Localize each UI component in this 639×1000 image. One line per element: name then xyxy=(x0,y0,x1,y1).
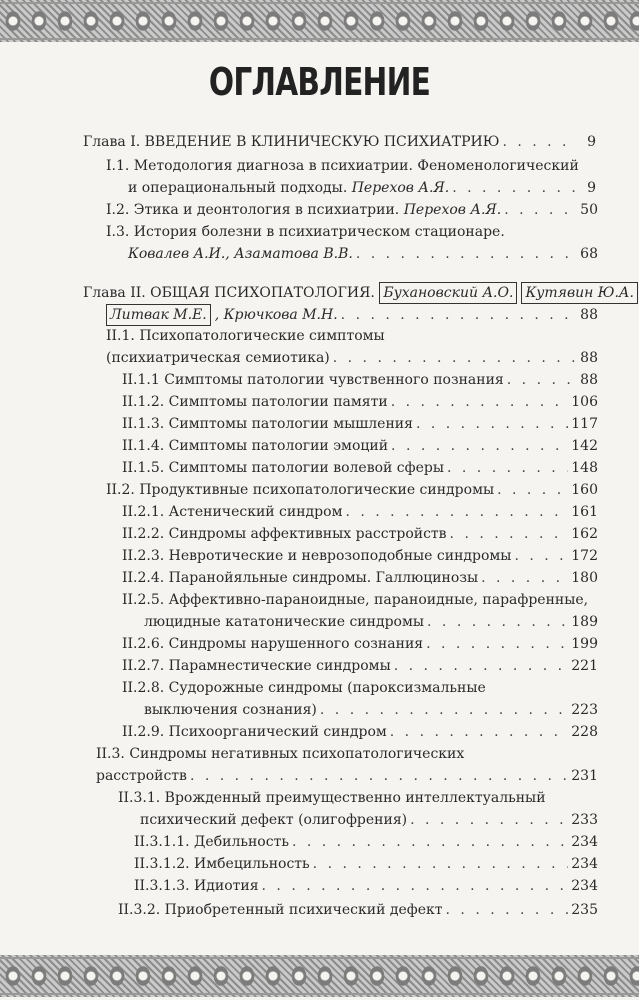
toc-entry-text: (психиатрическая семиотика) xyxy=(106,350,330,366)
toc-entry-text: I.3. История болезни в психиатрическом стационаре. xyxy=(106,224,505,240)
leader-dots xyxy=(514,546,568,566)
toc-entry-text: II.3.1.3. Идиотия xyxy=(134,878,259,894)
toc-entry-text: II.2.8. Судорожные синдромы (пароксизмальные xyxy=(122,680,486,696)
leader-dots xyxy=(507,370,577,390)
toc-entry-1-3-line2[interactable] xyxy=(128,244,598,264)
toc-entry-text: II.3.1.1. Дебильность xyxy=(134,834,289,850)
bottom-ornament-border xyxy=(0,955,639,997)
toc-page-number: 88 xyxy=(580,307,598,323)
author-box: Кутявин Ю.А. xyxy=(521,282,638,304)
toc-page-number: 231 xyxy=(571,768,598,784)
toc-entry[interactable] xyxy=(96,744,598,764)
toc-entry-text: II.2.1. Астенический синдром xyxy=(122,504,343,520)
toc-entry-text: II.1.1 Симптомы патологии чувственного познания xyxy=(122,372,504,388)
toc-entry[interactable] xyxy=(134,854,598,874)
toc-entry[interactable] xyxy=(122,524,598,544)
leader-dots xyxy=(391,392,569,412)
toc-page-number: 180 xyxy=(571,570,598,586)
toc-entry[interactable] xyxy=(122,656,598,676)
toc-entry-text: расстройств xyxy=(96,768,187,784)
leader-dots xyxy=(504,200,577,220)
toc-entry[interactable] xyxy=(96,766,598,786)
toc-entry-text: II.2.7. Парамнестические синдромы xyxy=(122,658,391,674)
toc-entry[interactable] xyxy=(122,546,598,566)
toc-entry-text: II.1.3. Симптомы патологии мышления xyxy=(122,416,413,432)
toc-entry-author: Ковалев А.И., Азаматова В.В. xyxy=(128,246,353,262)
toc-entry-author: Перехов А.Я. xyxy=(351,180,450,196)
toc-entry-text: Глава I. ВВЕДЕНИЕ В КЛИНИЧЕСКУЮ ПСИХИАТРИЮ xyxy=(83,134,500,150)
toc-entry[interactable] xyxy=(106,480,598,500)
author-box: Литвак М.Е. xyxy=(106,304,211,326)
toc-entry[interactable] xyxy=(118,788,598,808)
toc-page-number: 235 xyxy=(571,902,598,918)
toc-page-number: 199 xyxy=(571,636,598,652)
toc-entry[interactable] xyxy=(134,876,598,896)
toc-entry-author: , Крючкова М.Н. xyxy=(214,307,338,323)
toc-entry[interactable] xyxy=(122,502,598,522)
toc-entry[interactable] xyxy=(118,900,598,920)
toc-entry[interactable] xyxy=(140,810,598,830)
toc-page-number: 161 xyxy=(571,504,598,520)
toc-entry[interactable] xyxy=(122,436,598,456)
toc-page-number: 223 xyxy=(571,702,598,718)
toc-page-number: 9 xyxy=(587,180,596,196)
leader-dots xyxy=(356,244,577,264)
toc-page-number: 234 xyxy=(571,834,598,850)
toc-entry-text: II.1.4. Симптомы патологии эмоций xyxy=(122,438,389,454)
leader-dots xyxy=(481,568,568,588)
toc-entry[interactable] xyxy=(144,700,598,720)
leader-dots xyxy=(345,502,568,522)
toc-page-number: 50 xyxy=(580,202,598,218)
toc-entry-text: II.2.4. Паранойяльные синдромы. Галлюцинозы xyxy=(122,570,479,586)
toc-entry-1-1-line2[interactable] xyxy=(128,178,596,198)
leader-dots xyxy=(450,524,569,544)
toc-entry-text: II.2.2. Синдромы аффективных расстройств xyxy=(122,526,447,542)
toc-page-number: 148 xyxy=(571,460,598,476)
toc-entry-1-3-line1[interactable] xyxy=(106,222,598,242)
toc-entry-text: II.1.5. Симптомы патологии волевой сферы xyxy=(122,460,444,476)
toc-page-number: 162 xyxy=(571,526,598,542)
toc-page-number: 234 xyxy=(571,878,598,894)
toc-entry-1-2[interactable] xyxy=(106,200,598,220)
toc-page-number: 234 xyxy=(571,856,598,872)
toc-page-number: 88 xyxy=(580,350,598,366)
leader-dots xyxy=(262,876,569,896)
leader-dots xyxy=(391,436,568,456)
toc-entry-author: Перехов А.Я. xyxy=(403,202,502,218)
leader-dots xyxy=(502,132,575,152)
toc-page-number: 172 xyxy=(571,548,598,564)
toc-entry-text: II.3.2. Приобретенный психический дефект xyxy=(118,902,443,918)
toc-entry-text: психический дефект (олигофрения) xyxy=(140,812,408,828)
toc-entry-text: и операциональный подходы. xyxy=(128,180,348,196)
leader-dots xyxy=(313,854,569,874)
toc-page-number: 160 xyxy=(571,482,598,498)
toc-page-number: 189 xyxy=(571,614,598,630)
toc-page-number: 228 xyxy=(571,724,598,740)
toc-entry-text: II.3.1.2. Имбецильность xyxy=(134,856,310,872)
leader-dots xyxy=(446,900,569,920)
author-box: Бухановский А.О. xyxy=(379,282,517,304)
leader-dots xyxy=(390,722,569,742)
toc-entry[interactable] xyxy=(106,348,598,368)
toc-page-number: 233 xyxy=(571,812,598,828)
toc-entry-text: I.2. Этика и деонтология в психиатрии. xyxy=(106,202,400,218)
toc-entry[interactable] xyxy=(144,612,598,632)
leader-dots xyxy=(426,634,568,654)
toc-entry[interactable] xyxy=(122,370,598,390)
toc-page-number: 9 xyxy=(587,134,596,150)
toc-page-number: 142 xyxy=(571,438,598,454)
leader-dots xyxy=(190,766,568,786)
toc-entry-text: I.1. Методология диагноза в психиатрии. Феноменологический xyxy=(106,158,579,174)
toc-entry-1-1-line1[interactable] xyxy=(106,156,596,176)
toc-entry-text: II.1. Психопатологические симптомы xyxy=(106,328,385,344)
toc-page-number: 88 xyxy=(580,372,598,388)
leader-dots xyxy=(333,348,577,368)
toc-entry[interactable] xyxy=(122,590,598,610)
toc-entry-text: II.2.3. Невротические и неврозоподобные синдромы xyxy=(122,548,512,564)
toc-entry[interactable] xyxy=(134,832,598,852)
page-title: ОГЛАВЛЕНИЕ xyxy=(208,60,431,104)
top-ornament-border xyxy=(0,0,639,42)
toc-entry-text: II.2.6. Синдромы нарушенного сознания xyxy=(122,636,424,652)
leader-dots xyxy=(427,612,568,632)
toc-page-number: 221 xyxy=(571,658,598,674)
toc-entry[interactable] xyxy=(122,414,598,434)
leader-dots xyxy=(447,458,568,478)
leader-dots xyxy=(416,414,568,434)
leader-dots xyxy=(394,656,569,676)
leader-dots xyxy=(497,480,568,500)
toc-entry[interactable] xyxy=(122,568,598,588)
leader-dots xyxy=(292,832,568,852)
toc-entry-text: II.3.1. Врожденный преимущественно интеллектуальный xyxy=(118,790,546,806)
toc-entry-ch1[interactable] xyxy=(83,132,596,152)
toc-page-number: 117 xyxy=(571,416,598,432)
toc-entry[interactable] xyxy=(122,678,598,698)
toc-entry-text: Глава II. ОБЩАЯ ПСИХОПАТОЛОГИЯ. xyxy=(83,285,375,301)
toc-entry-text: II.1.2. Симптомы патологии памяти xyxy=(122,394,388,410)
leader-dots xyxy=(452,178,575,198)
toc-entry[interactable] xyxy=(122,458,598,478)
toc-entry[interactable] xyxy=(122,722,598,742)
leader-dots xyxy=(341,305,577,325)
toc-entry[interactable] xyxy=(122,392,598,412)
leader-dots xyxy=(410,810,568,830)
toc-page-number: 106 xyxy=(571,394,598,410)
toc-entry-text: II.2. Продуктивные психопатологические синдромы xyxy=(106,482,495,498)
toc-entry-text: II.2.9. Психоорганический синдром xyxy=(122,724,387,740)
toc-page-number: 68 xyxy=(580,246,598,262)
toc-entry-ch2-line1[interactable] xyxy=(83,282,634,302)
toc-entry[interactable] xyxy=(122,634,598,654)
toc-entry-text: выключения сознания) xyxy=(144,702,317,718)
toc-entry[interactable] xyxy=(106,326,598,346)
toc-entry-text: II.3. Синдромы негативных психопатологических xyxy=(96,746,465,762)
toc-entry-text: люцидные кататонические синдромы xyxy=(144,614,425,630)
toc-entry-text: II.2.5. Аффективно-параноидные, параноидные, парафренные, xyxy=(122,592,589,608)
toc-entry-ch2-line2[interactable] xyxy=(106,304,598,324)
leader-dots xyxy=(320,700,568,720)
